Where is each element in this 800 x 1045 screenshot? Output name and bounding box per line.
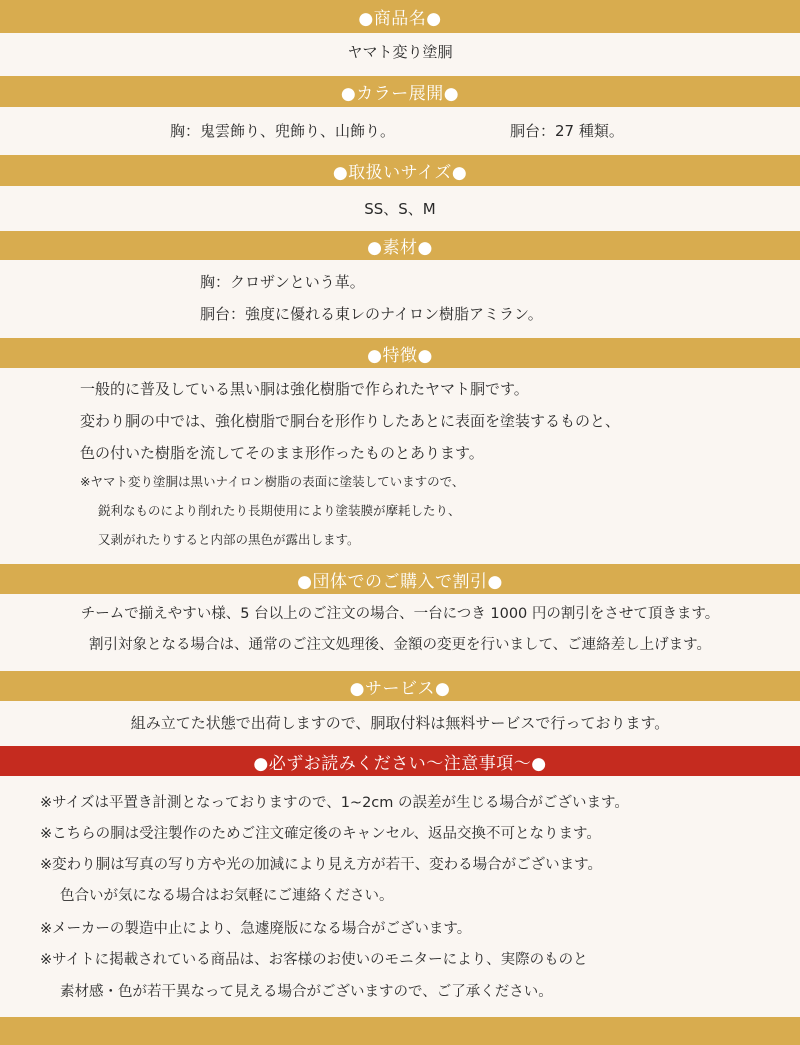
sizes-value: SS、S、M <box>364 200 436 218</box>
materials-line-body: 胴台：強度に優れる東レのナイロン樹脂アミラン。 <box>200 305 543 323</box>
features-line-3: 色の付いた樹脂を流してそのまま形作ったものとあります。 <box>80 444 484 462</box>
group-discount-line-1: チームで揃えやすい様、5 台以上のご注文の場合、一台につき 1000 円の割引をさせて頂きます。 <box>80 606 720 622</box>
product-name-value: ヤマト変り塗胴 <box>347 43 453 61</box>
notice-line-7: 素材感・色が若干異なって見える場合がございますので、ご了承ください。 <box>60 984 553 1000</box>
materials-header-label: ●素材● <box>367 238 433 258</box>
notice-line-4: 色合いが気になる場合はお気軽にご連絡ください。 <box>60 888 394 904</box>
color-body-text: 胴台：27 種類。 <box>510 122 624 140</box>
footer-bar <box>0 1017 800 1045</box>
group-discount-header-label: ●団体でのご購入で割引● <box>297 571 503 592</box>
notice-header <box>0 746 800 776</box>
notice-line-2: ※こちらの胴は受注製作のためご注文確定後のキャンセル、返品交換不可となります。 <box>40 826 601 842</box>
service-header <box>0 671 800 701</box>
color-options-header-label: ●カラー展開● <box>340 84 460 104</box>
notice-line-5: ※メーカーの製造中止により、急遽廃版になる場合がございます。 <box>40 921 472 937</box>
notice-header-label: ●必ずお読みください〜注意事項〜● <box>253 753 547 774</box>
features-note-3: 又剥がれたりすると内部の黒色が露出します。 <box>98 532 360 547</box>
group-discount-header <box>0 564 800 594</box>
color-options-header <box>0 76 800 107</box>
notice-line-1: ※サイズは平置き計測となっておりますので、1~2cm の誤差が生じる場合がございます。 <box>40 795 629 811</box>
product-name-header <box>0 0 800 33</box>
materials-line-chest: 胸：クロザンという革。 <box>200 273 365 291</box>
features-line-1: 一般的に普及している黒い胴は強化樹脂で作られたヤマト胴です。 <box>80 380 529 398</box>
group-discount-line-2: 割引対象となる場合は、通常のご注文処理後、金額の変更を行いまして、ご連絡差し上げます。 <box>88 637 712 653</box>
service-value: 組み立てた状態で出荷しますので、胴取付料は無料サービスで行っております。 <box>130 714 670 732</box>
features-line-2: 変わり胴の中では、強化樹脂で胴台を形作りしたあとに表面を塗装するものと、 <box>80 412 621 430</box>
notice-line-3: ※変わり胴は写真の写り方や光の加減により見え方が若干、変わる場合がございます。 <box>40 857 602 873</box>
materials-header <box>0 231 800 260</box>
sizes-header-label: ●取扱いサイズ● <box>332 163 468 183</box>
color-chest-text: 胸：鬼雲飾り、兜飾り、山飾り。 <box>170 122 396 140</box>
product-name-header-label: ●商品名● <box>358 9 442 29</box>
service-header-label: ●サービス● <box>349 678 451 699</box>
notice-line-6: ※サイトに掲載されている商品は、お客様のお使いのモニターにより、実際のものと <box>40 952 588 968</box>
features-note-1: ※ヤマト変り塗胴は黒いナイロン樹脂の表面に塗装していますので、 <box>80 474 465 489</box>
features-note-2: 鋭利なものにより削れたり長期使用により塗装膜が摩耗したり、 <box>98 503 461 518</box>
features-header <box>0 338 800 368</box>
features-header-label: ●特徴● <box>367 345 433 366</box>
sizes-header <box>0 155 800 186</box>
